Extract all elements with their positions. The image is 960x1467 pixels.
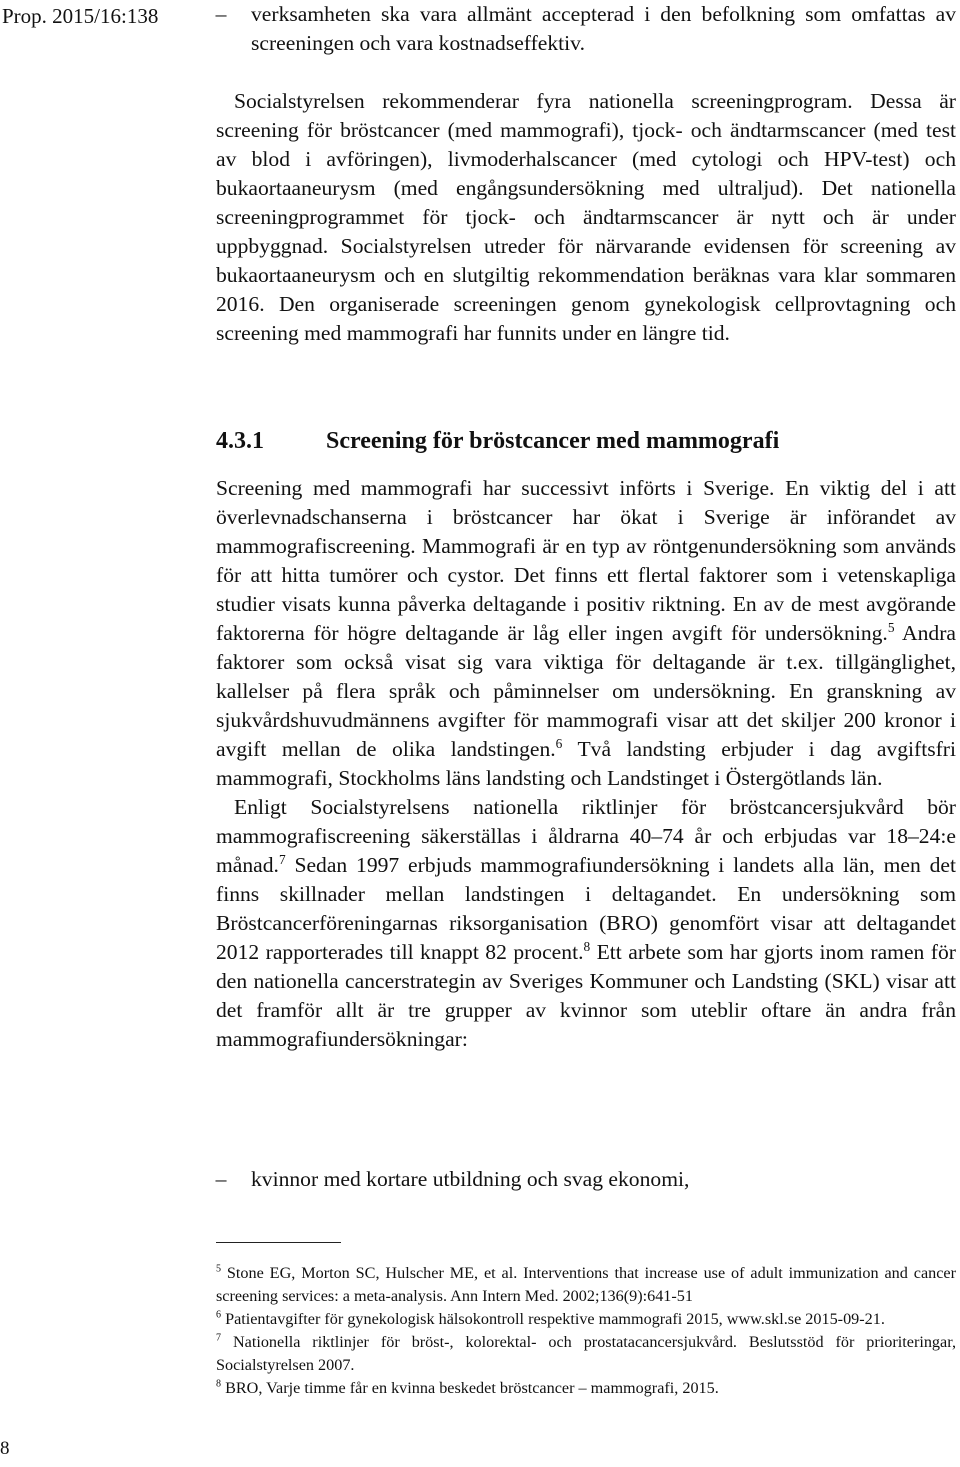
text-run: Screening med mammografi har successivt införts i Sverige. En viktig del i att överlevnadschanserna i bröstcancer har ökat i Sverige är införandet av mammografiscreening. Mammografi är en typ av röntgenundersökning som används för att hitta tumörer och cystor. Det finns ett flertal faktorer som i vetenskapliga studier visats kunna påverka deltagande i positiv riktning. En av de mest avgörande faktorerna för högre deltagande är låg eller ingen avgift för undersökning. [216,476,956,645]
dash-bullet: – [215,1167,227,1191]
text-run: Sedan 1997 erbjuds mammografiundersökning i landets alla län, men det finns skillnader mellan landstingen i deltagandet. En undersökning som Bröstcancerföreningarnas riksorganisation (BRO) genomfört visar att deltagandet 2012 rapporterades till knappt 82 procent. [216,853,956,964]
footnote-ref[interactable]: 7 [278,851,286,867]
footnote [216,1377,956,1400]
intro-block [216,0,956,348]
footnote-number: 5 [216,1263,222,1275]
footnote [216,1308,956,1331]
footnote-text: Stone EG, Morton SC, Hulscher ME, et al. Interventions that increase use of adult immunization and cancer screening services: a meta-analysis. Ann Intern Med. 2002;136(9):641-51 [216,1264,956,1305]
footnote-number: 7 [216,1332,222,1344]
footnote [216,1331,956,1377]
footnote-text: Patientavgifter för gynekologisk hälsokontroll respektive mammografi 2015, www.skl.se 2015-09-21. [221,1310,885,1328]
footnote-ref[interactable]: 6 [555,735,563,751]
footnote-text: BRO, Varje timme får en kvinna beskedet bröstcancer – mammografi, 2015. [221,1379,719,1397]
section-paragraph-1 [216,474,956,793]
footnote-divider [216,1242,341,1243]
footnote-number: 6 [216,1309,222,1321]
page-number: 8 [0,1438,10,1459]
list-item [216,1165,956,1194]
footnote [216,1262,956,1308]
footnotes [216,1262,956,1400]
text-run: Två landsting erbjuder i dag avgiftsfri mammografi, Stockholms läns landsting och Landstinget i Östergötlands län. [216,737,956,790]
section-heading [216,424,956,458]
list-item-text: kvinnor med kortare utbildning och svag ekonomi, [251,1167,690,1191]
text-run: Enligt Socialstyrelsens nationella riktlinjer för bröstcancersjukvård bör mammografiscreening säkerställas i åldrarna 40–74 år och erbjudas var 18–24:e månad. [216,795,956,877]
text-run: Andra faktorer som också visat sig vara viktiga för deltagande är t.ex. tillgänglighet, kallelser på flera språk och påminnelser om undersökning. En granskning av sjukvårdshuvudmännens avgifter för mammografi visar att det skiljer 200 kronor i avgift mellan de olika landstingen. [216,621,956,761]
bullet-list [216,1165,956,1194]
section-number: 4.3.1 [216,428,264,454]
list-item-text: verksamheten ska vara allmänt accepterad i den befolkning som omfattas av screeningen och vara kostnadseffektiv. [251,2,956,55]
list-item [216,0,956,58]
section-title: Screening för bröstcancer med mammografi [326,428,780,454]
intro-paragraph: Socialstyrelsen rekommenderar fyra nationella screeningprogram. Dessa är screening för bröstcancer (med mammografi), tjock- och ändtarmscancer (med test av blod i avföringen), livmoderhalscancer (med cytologi och HPV-test) och bukaortaaneurysm (med engångsundersökning med ultraljud). Det nationella screeningprogrammet för tjock- och ändtarmscancer är nytt och är under uppbyggnad. Socialstyrelsen utreder för närvarande evidensen för screening av bukaortaaneurysm och en slutgiltig rekommendation beräknas vara klar sommaren 2016. Den organiserade screeningen genom gynekologisk cellprovtagning och screening med mammografi har funnits under en längre tid. [216,89,956,345]
footnote-text: Nationella riktlinjer för bröst-, kolorektal- och prostatacancersjukvård. Beslutsstöd för prioriteringar, Socialstyrelsen 2007. [216,1333,956,1374]
footnote-number: 8 [216,1378,222,1390]
text-run: Ett arbete som har gjorts inom ramen för den nationella cancerstrategin av Sveriges Kommuner och Landsting (SKL) visar att det framför allt är tre grupper av kvinnor som uteblir oftare än andra från mammografiundersökningar: [216,940,956,1051]
section-body [216,474,956,1054]
footnote-ref[interactable]: 5 [887,619,895,635]
footnote-ref[interactable]: 8 [583,938,591,954]
section-paragraph-2 [216,793,956,1054]
margin-reference: Prop. 2015/16:138 [2,4,159,28]
dash-bullet: – [215,2,227,26]
